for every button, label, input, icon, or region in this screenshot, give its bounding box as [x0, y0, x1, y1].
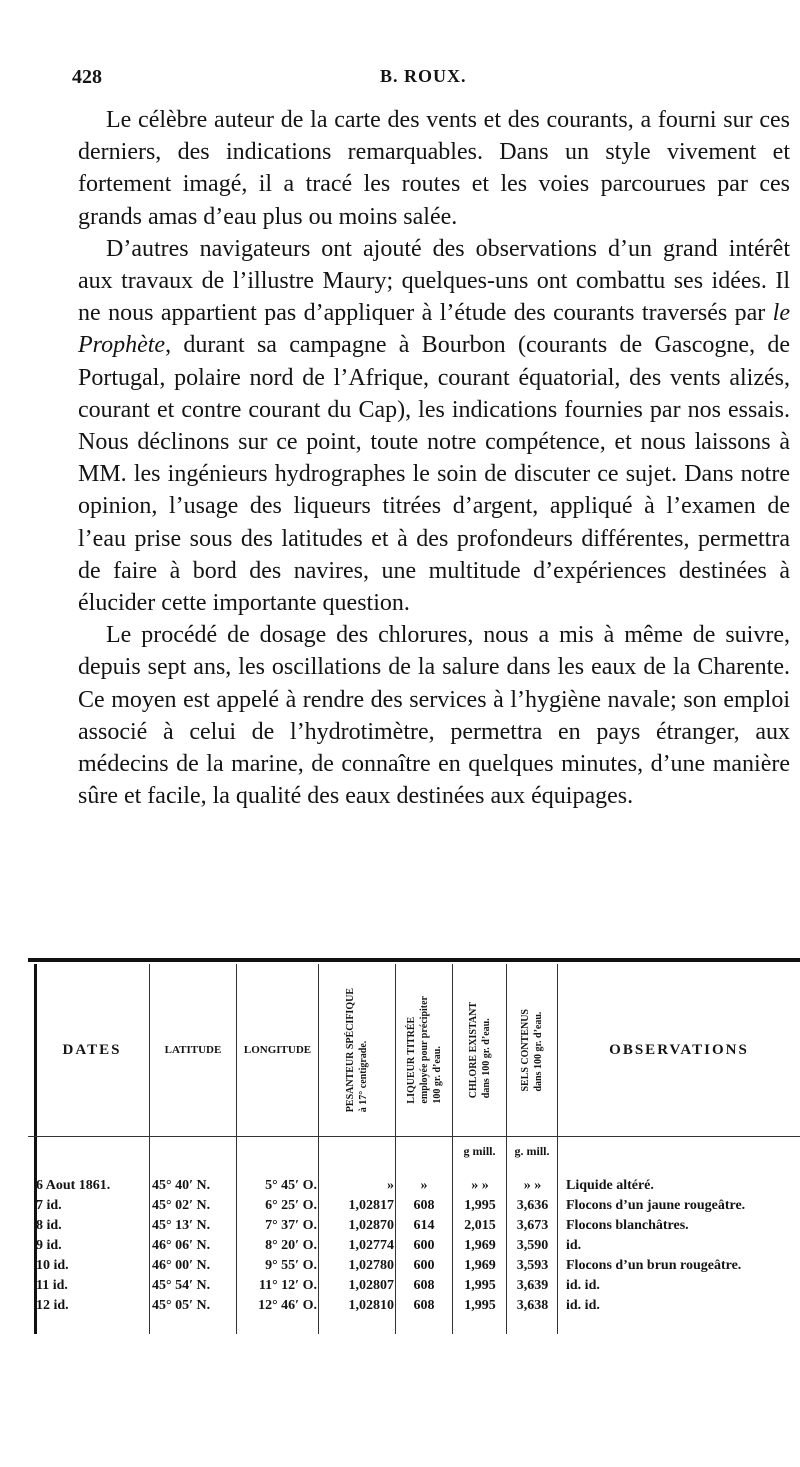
cell-date: 6 Aout 1861.	[36, 1178, 111, 1193]
header-liqueur-line: LIQUEUR TITRÉE	[405, 1016, 417, 1104]
header-chlore	[453, 966, 506, 1134]
cell-sels: 3,638	[516, 1298, 549, 1313]
cell-date: 7 id.	[36, 1198, 62, 1213]
cell-latitude: 45° 54′ N.	[152, 1278, 211, 1293]
cell-observation: Flocons d’un jaune rougeâtre.	[566, 1198, 746, 1213]
cell-chlore: 1,969	[464, 1238, 496, 1253]
table-row	[28, 1238, 800, 1256]
cell-longitude: 9° 55′ O.	[265, 1258, 317, 1273]
cell-sels: » »	[523, 1178, 542, 1193]
ship-name: le Prophète	[78, 300, 790, 359]
cell-observation: id. id.	[566, 1278, 600, 1293]
cell-observation: Flocons d’un brun rougeâtre.	[566, 1258, 742, 1273]
table-row	[28, 1178, 800, 1196]
page-number: 428	[72, 66, 102, 88]
paragraph: Le procédé de dosage des chlorures, nous a mis à même de suivre, depuis sept ans, les oscillations de la salure dans les eaux de la Charente. Ce moyen est appelé à rendre des services à l’hygiène navale; son emploi associé à celui de l’hydrotimètre, permettra en pays étranger, aux médecins de la marine, de connaître en quelques minutes, d’une manière sûre et facile, la qualité des eaux destinées aux équipages.	[78, 622, 790, 810]
cell-date: 12 id.	[36, 1298, 69, 1313]
cell-chlore: 1,969	[464, 1258, 496, 1273]
cell-chlore: 1,995	[464, 1198, 496, 1213]
cell-longitude: 11° 12′ O.	[258, 1278, 317, 1293]
body-text	[78, 104, 790, 812]
cell-longitude: 7° 37′ O.	[265, 1218, 317, 1233]
header-chlore-line: CHLORE EXISTANT	[467, 1001, 479, 1099]
table-row	[28, 1298, 800, 1316]
header-sels-line: SELS CONTENUS	[520, 1008, 531, 1092]
cell-densite: »	[387, 1178, 394, 1193]
header-longitude: LONGITUDE	[243, 1044, 312, 1056]
cell-observation: id. id.	[566, 1298, 600, 1313]
cell-longitude: 6° 25′ O.	[265, 1198, 317, 1213]
paragraph	[78, 233, 790, 619]
paragraph: Le célèbre auteur de la carte des vents et des courants, a fourni sur ces derniers, des indications remarquables. Dans un style vivement et fortement imagé, il a tracé les routes et les voies parcourues par ces grands amas d’eau plus ou moins salée.	[78, 107, 790, 230]
table-row	[28, 1258, 800, 1276]
header-latitude: LATITUDE	[164, 1044, 222, 1056]
cell-latitude: 45° 40′ N.	[152, 1178, 211, 1193]
cell-date: 9 id.	[36, 1238, 62, 1253]
observations-table	[28, 958, 800, 1368]
cell-latitude: 46° 06′ N.	[152, 1238, 211, 1253]
table-row	[28, 1198, 800, 1216]
cell-densite: 1,02807	[348, 1278, 394, 1293]
cell-liqueur: 614	[413, 1218, 435, 1233]
header-rule	[28, 1136, 800, 1137]
cell-densite: 1,02780	[348, 1258, 394, 1273]
cell-longitude: 8° 20′ O.	[265, 1238, 317, 1253]
cell-liqueur: 608	[413, 1198, 435, 1213]
cell-chlore: 2,015	[464, 1218, 496, 1233]
cell-chlore: 1,995	[464, 1278, 496, 1293]
cell-latitude: 45° 13′ N.	[152, 1218, 211, 1233]
cell-densite: 1,02810	[348, 1298, 394, 1313]
cell-observation: Flocons blanchâtres.	[566, 1218, 689, 1233]
cell-date: 10 id.	[36, 1258, 69, 1273]
cell-liqueur: 600	[413, 1258, 435, 1273]
unit-chlore: g mill.	[463, 1144, 496, 1158]
running-head: B. ROUX.	[380, 66, 467, 86]
table-top-rule	[28, 958, 800, 962]
cell-liqueur: 608	[413, 1298, 435, 1313]
cell-longitude: 5° 45′ O.	[265, 1178, 317, 1193]
cell-sels: 3,593	[516, 1258, 549, 1273]
cell-liqueur: 600	[413, 1238, 435, 1253]
cell-sels: 3,639	[516, 1278, 549, 1293]
cell-observation: id.	[566, 1238, 582, 1253]
header-sels-line: dans 100 gr. d’eau.	[533, 1011, 544, 1092]
cell-sels: 3,590	[516, 1238, 549, 1253]
unit-sels: g. mill.	[514, 1144, 550, 1158]
page-header	[72, 66, 722, 96]
cell-latitude: 45° 05′ N.	[152, 1298, 211, 1313]
header-dates: DATES	[62, 1041, 122, 1058]
cell-chlore: 1,995	[464, 1298, 496, 1313]
cell-liqueur: »	[420, 1178, 428, 1193]
header-chlore-line: dans 100 gr. d’eau.	[480, 1018, 492, 1099]
cell-sels: 3,636	[516, 1198, 549, 1213]
cell-densite: 1,02817	[348, 1198, 394, 1213]
cell-chlore: » »	[471, 1178, 489, 1193]
header-densite	[319, 966, 395, 1134]
header-liqueur-line: 100 gr. d’eau.	[431, 1046, 443, 1104]
header-liqueur-line: employée pour précipiter	[418, 996, 430, 1104]
table-row	[28, 1278, 800, 1296]
cell-densite: 1,02870	[348, 1218, 394, 1233]
cell-date: 11 id.	[36, 1278, 68, 1293]
paragraph-text: D’autres navigateurs ont ajouté des observations d’un grand intérêt aux travaux de l’illustre Maury; quelques-uns ont combattu ses idées. Il ne nous appartient pas d’appliquer à l’étude des courants traversés par	[78, 235, 790, 327]
header-densite-line: PESANTEUR SPÉCIFIQUE	[345, 987, 356, 1113]
cell-densite: 1,02774	[348, 1238, 394, 1253]
cell-liqueur: 608	[413, 1278, 435, 1293]
header-sels	[507, 966, 557, 1134]
cell-observation: Liquide altéré.	[566, 1178, 654, 1193]
cell-sels: 3,673	[516, 1218, 549, 1233]
cell-latitude: 46° 00′ N.	[152, 1258, 211, 1273]
header-liqueur	[396, 966, 452, 1134]
cell-longitude: 12° 46′ O.	[258, 1298, 317, 1313]
header-observations: OBSERVATIONS	[609, 1041, 749, 1058]
table-row	[28, 1218, 800, 1236]
paragraph-text: , durant sa campagne à Bourbon (courants de Gascogne, de Portugal, polaire nord de l’Afrique, courant équatorial, des vents alizés, courant et contre courant du Cap), les indications fournies par nos essais. Nous déclinons sur ce point, toute notre compétence, et nous laissons à MM. les ingénieurs hydrographes le soin de discuter ce sujet. Dans notre opinion, l’usage des liqueurs titrées d’argent, appliqué à l’examen de l’eau prise sous des latitudes et à des profondeurs différentes, permettra de faire à bord des navires, une multitude d’expériences destinées à élucider cette importante question.	[78, 332, 790, 617]
cell-date: 8 id.	[36, 1218, 62, 1233]
cell-latitude: 45° 02′ N.	[152, 1198, 211, 1213]
header-densite-line: à 17° centigrade.	[358, 1040, 369, 1113]
